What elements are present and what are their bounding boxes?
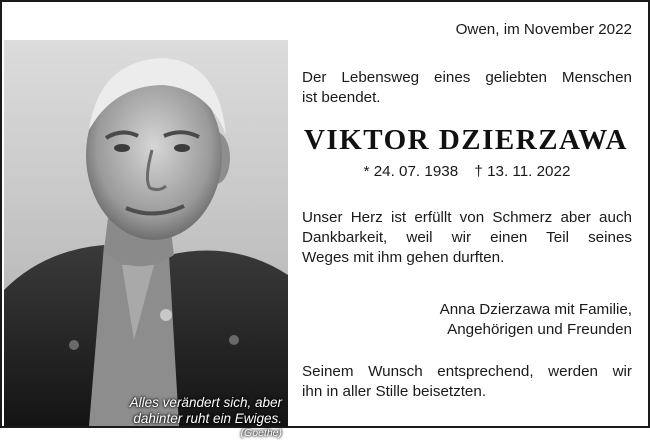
message-line-1: Unser Herz ist erfüllt von Schmerz aber auch — [302, 209, 632, 226]
mourners-line-2: Angehörigen und Freunden — [447, 321, 632, 338]
portrait-photo — [4, 40, 288, 439]
message-line-3: Weges mit ihm gehen durften. — [302, 249, 505, 266]
place-date: Owen, im November 2022 — [455, 21, 632, 38]
quote-source: (Goethe) — [240, 427, 282, 439]
closing-line-1: Seinem Wunsch entsprechend, werden wir — [302, 363, 632, 380]
intro-line-2: ist beendet. — [302, 89, 381, 106]
message-text — [302, 208, 632, 268]
intro-text — [302, 68, 632, 108]
life-dates — [302, 162, 632, 182]
mourners — [302, 300, 632, 340]
birth-date: * 24. 07. 1938 — [363, 163, 459, 180]
portrait-illustration — [4, 40, 288, 426]
death-date: † 13. 11. 2022 — [474, 163, 571, 180]
mourners-line-1: Anna Dzierzawa mit Familie, — [439, 301, 632, 318]
intro-line-1: Der Lebensweg eines geliebten Menschen — [302, 69, 632, 86]
closing-text — [302, 362, 632, 402]
quote-line-1: Alles verändert sich, aber — [129, 395, 282, 410]
message-line-2: Dankbarkeit, weil wir einen Teil seines — [302, 229, 632, 246]
photo-quote — [74, 395, 282, 440]
deceased-name: VIKTOR DZIERZAWA — [303, 124, 628, 156]
closing-line-2: ihn in aller Stille beisetzten. — [302, 383, 487, 400]
quote-line-2: dahinter ruht ein Ewiges. — [133, 411, 282, 426]
